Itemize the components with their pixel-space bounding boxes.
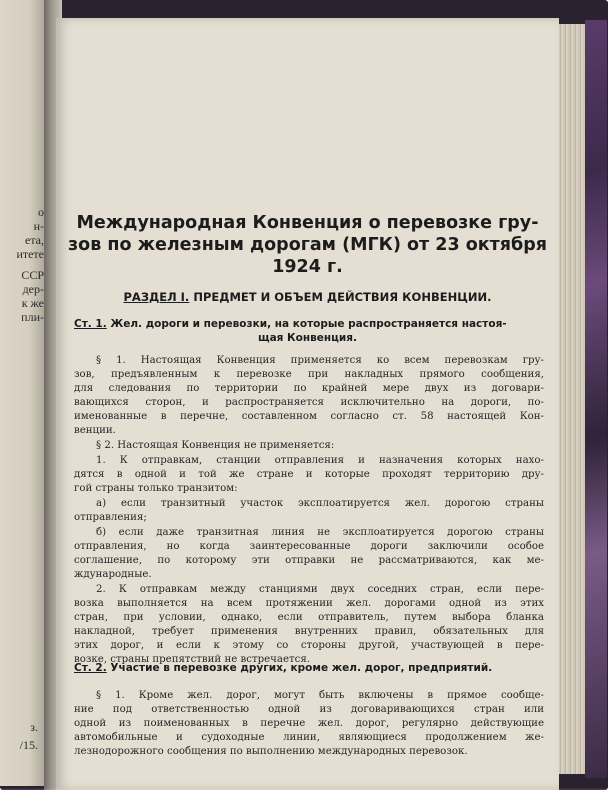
text-line: для следования по территории по крайней мере двух из договари- <box>74 383 544 394</box>
section-label: РАЗДЕЛ I. <box>123 290 190 304</box>
left-page-fragment: ССР <box>21 268 44 282</box>
left-page-fragment: к же <box>21 296 44 310</box>
text-line: отправления, но когда заинтересованные дороги заключили особое <box>74 541 544 552</box>
text-line: б) если даже транзитная линия не эксплоатируется дорогою страны <box>96 527 544 538</box>
text-line: гой страны только транзитом: <box>74 483 238 494</box>
text-line: этих дорог, и если к этому со стороны другой, участвующей в пере- <box>74 640 544 651</box>
left-page-fragment: н- <box>33 219 44 233</box>
bottom-fade <box>0 788 614 800</box>
text-line: лезнодорожного сообщения по выполнению международных перевозок. <box>74 746 468 757</box>
left-page-footer: /15. <box>19 738 38 752</box>
text-line: зов, предъявленным к перевозке при накладных прямого сообщения, <box>74 369 544 380</box>
text-line: соглашение, по которому эти отправки не рассматриваются, как ме- <box>74 555 544 566</box>
text-line: одной из поименованных в перечне жел. дорог, регулярно действующие <box>74 718 544 729</box>
left-page <box>0 0 48 786</box>
section-heading <box>56 290 559 304</box>
article-title: Жел. дороги и перевозки, на которые распространяется настоя- <box>106 318 507 330</box>
article-2-heading-row <box>74 661 544 675</box>
article-number: Ст. 2. <box>74 662 107 674</box>
text-line: дятся в одной и той же стране и которые проходят территорию дру- <box>74 469 544 480</box>
marbled-edge <box>585 20 607 778</box>
text-line: автомобильные и судоходные линии, являющиеся продолжением же- <box>74 732 544 743</box>
left-page-fragment: итете <box>16 247 44 261</box>
article-heading-continued: щая Конвенция. <box>257 332 358 344</box>
left-page-fragment: о <box>38 205 44 219</box>
text-line: ние под ответственностью одной из договаривающихся стран или <box>74 704 544 715</box>
left-page-footer: з. <box>30 720 38 734</box>
text-line: стран, при условии, однако, если отправитель, путем выбора бланка <box>74 612 544 623</box>
text-line: возка выполняется на всем протяжении жел. дорогами одной из этих <box>74 598 544 609</box>
left-page-fragment: пли- <box>21 310 44 324</box>
title-line: Международная Конвенция о перевозке гру- <box>76 213 539 233</box>
text-line: накладной, требует применения внутренних правил, обязательных для <box>74 626 544 637</box>
text-line: § 1. Кроме жел. дорог, могут быть включены в прямое сообще- <box>96 690 544 701</box>
right-page <box>56 18 559 790</box>
article-heading <box>74 317 544 331</box>
title-line: 1924 г. <box>272 257 343 277</box>
article-number: Ст. 1. <box>74 318 107 330</box>
text-line: ждународные. <box>74 569 152 580</box>
title-line: зов по железным дорогам (МГК) от 23 октября <box>68 235 547 255</box>
article-title: Участие в перевозке других, кроме жел. дорог, предприятий. <box>106 662 493 674</box>
left-page-fragment: дер- <box>22 282 44 296</box>
text-line: отправления; <box>74 512 147 523</box>
text-line: 2. К отправкам между станциями двух соседних стран, если пере- <box>96 584 544 595</box>
text-line: 1. К отправкам, станции отправления и назначения которых нахо- <box>96 455 544 466</box>
text-line: § 2. Настоящая Конвенция не применяется: <box>96 440 335 451</box>
text-line: возке, страны препятствий не встречается. <box>74 654 310 665</box>
section-title: ПРЕДМЕТ И ОБЪЕМ ДЕЙСТВИЯ КОНВЕНЦИИ. <box>189 290 492 304</box>
text-line: именованные в перечне, составленном согласно ст. 58 настоящей Кон- <box>74 411 544 422</box>
text-line: вающихся сторон, и распространяется исключительно на дороги, по- <box>74 397 544 408</box>
text-line: а) если транзитный участок эксплоатируется жел. дорогою страны <box>96 498 544 509</box>
left-page-fragment: ета, <box>24 233 44 247</box>
text-line: венции. <box>74 425 116 436</box>
text-line: § 1. Настоящая Конвенция применяется ко всем перевозкам гру- <box>96 355 544 366</box>
